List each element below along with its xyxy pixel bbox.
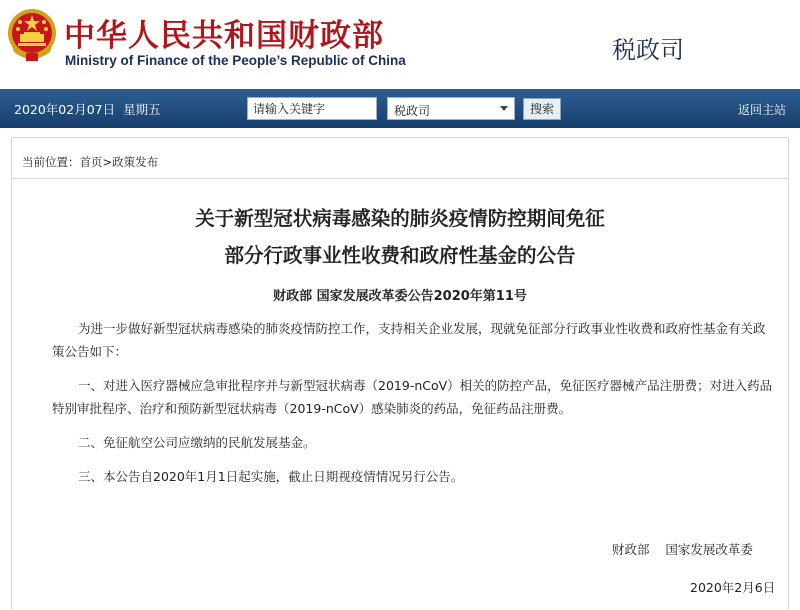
article-title-line1: 关于新型冠状病毒感染的肺炎疫情防控期间免征	[195, 207, 605, 230]
article-paragraph: 二、免征航空公司应缴纳的民航发展基金。	[78, 435, 316, 450]
article-paragraph: 一、对进入医疗器械应急审批程序并与新型冠状病毒（2019-nCoV）相关的防控产品，免征医疗器械产品注册费；对进入药品特别审批程序、治疗和预防新型冠状病毒（2019-nCoV）感染肺炎的药品，免征药品注册费。	[52, 378, 773, 416]
site-header	[0, 0, 800, 85]
article-title-line2: 部分行政事业性收费和政府性基金的公告	[224, 244, 576, 267]
signature-issuers: 财政部 国家发展改革委	[612, 542, 753, 557]
return-home-link[interactable]: 返回主站	[738, 103, 787, 117]
breadcrumb-home-link[interactable]: 首页	[79, 155, 103, 169]
department-select-value: 税政司	[394, 104, 431, 118]
breadcrumb-divider	[12, 178, 788, 179]
search-button[interactable]: 搜索	[523, 98, 561, 120]
date-text: 2020年02月07日	[14, 102, 116, 117]
breadcrumb-section-link[interactable]: 政策发布	[112, 155, 159, 169]
weekday-text: 星期五	[123, 102, 161, 117]
top-toolbar	[0, 89, 800, 128]
breadcrumb-prefix: 当前位置：	[22, 155, 80, 169]
chevron-down-icon	[500, 106, 508, 111]
breadcrumb	[22, 154, 158, 170]
site-title: 中华人民共和国财政部	[64, 18, 384, 54]
department-select[interactable]	[387, 97, 515, 120]
national-emblem-icon	[6, 6, 58, 64]
article-paragraph: 为进一步做好新型冠状病毒感染的肺炎疫情防控工作，支持相关企业发展，现就免征部分行政事业性收费和政府性基金有关政策公告如下：	[52, 321, 766, 359]
department-name: 税政司	[612, 36, 684, 64]
article-paragraph: 三、本公告自2020年1月1日起实施，截止日期视疫情情况另行公告。	[78, 469, 464, 484]
breadcrumb-separator: >	[102, 155, 113, 169]
current-date	[14, 100, 161, 118]
document-number: 财政部 国家发展改革委公告2020年第11号	[273, 289, 527, 304]
site-subtitle: Ministry of Finance of the People’s Republic of China	[65, 53, 406, 68]
search-input[interactable]	[247, 97, 377, 120]
signature-date: 2020年2月6日	[690, 580, 776, 595]
